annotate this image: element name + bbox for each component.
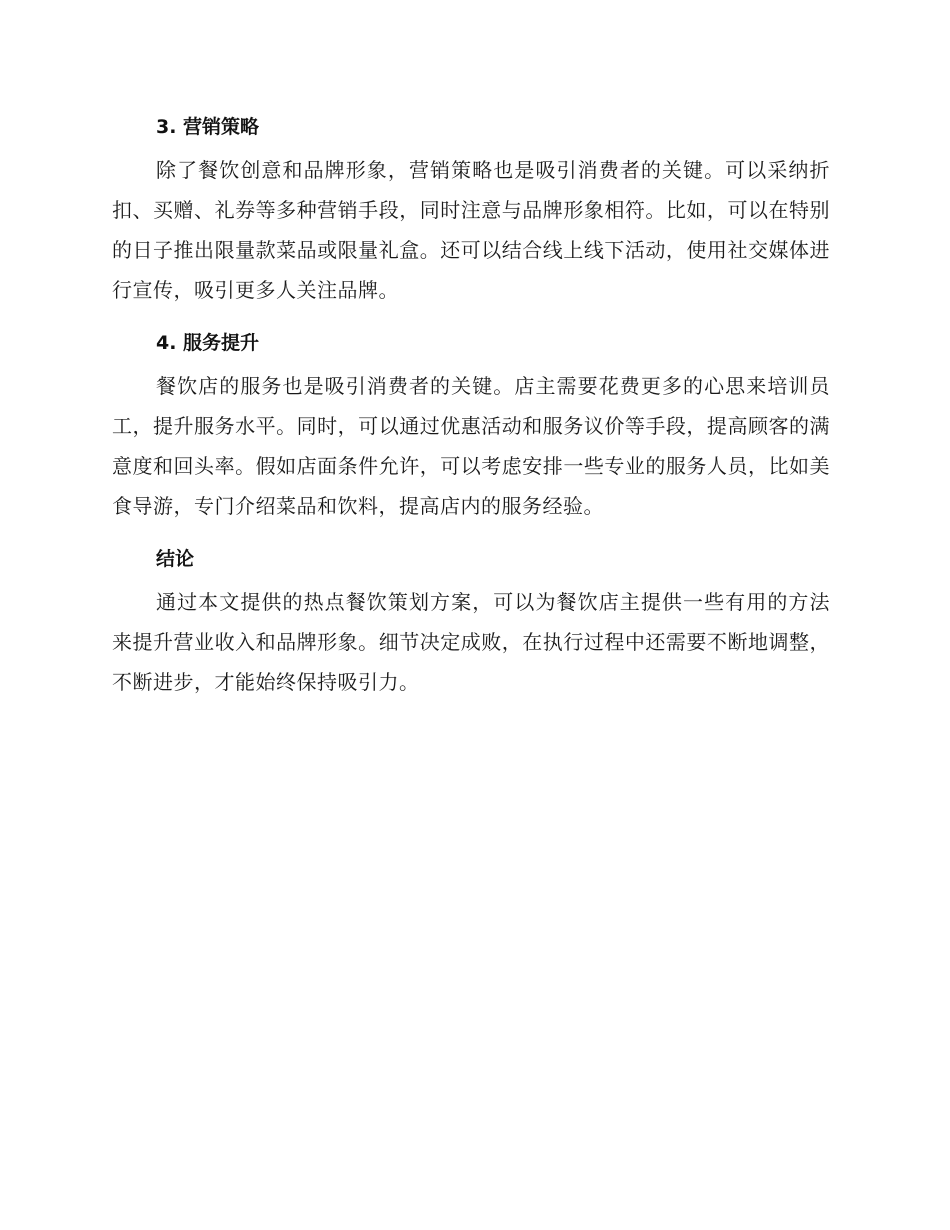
paragraph-service-improvement: 餐饮店的服务也是吸引消费者的关键。店主需要花费更多的心思来培训员工，提升服务水平。同时，可以通过优惠活动和服务议价等手段，提高顾客的满意度和回头率。假如店面条件允许，可以考虑安排一些专业的服务人员，比如美食导游，专门介绍菜品和饮料，提高店内的服务经验。 (112, 374, 830, 518)
paragraph-marketing-strategy: 除了餐饮创意和品牌形象，营销策略也是吸引消费者的关键。可以采纳折扣、买赠、礼券等多种营销手段，同时注意与品牌形象相符。比如，可以在特别的日子推出限量款菜品或限量礼盒。还可以结合线上线下活动，使用社交媒体进行宣传，吸引更多人关注品牌。 (112, 158, 830, 302)
section-heading-marketing-strategy: 3. 营销策略 (156, 116, 260, 138)
document-body (112, 108, 830, 716)
section-heading-service-improvement: 4. 服务提升 (156, 332, 260, 354)
paragraph-conclusion: 通过本文提供的热点餐饮策划方案，可以为餐饮店主提供一些有用的方法来提升营业收入和品牌形象。细节决定成败，在执行过程中还需要不断地调整，不断进步，才能始终保持吸引力。 (112, 590, 830, 694)
section-heading-conclusion: 结论 (156, 548, 195, 570)
